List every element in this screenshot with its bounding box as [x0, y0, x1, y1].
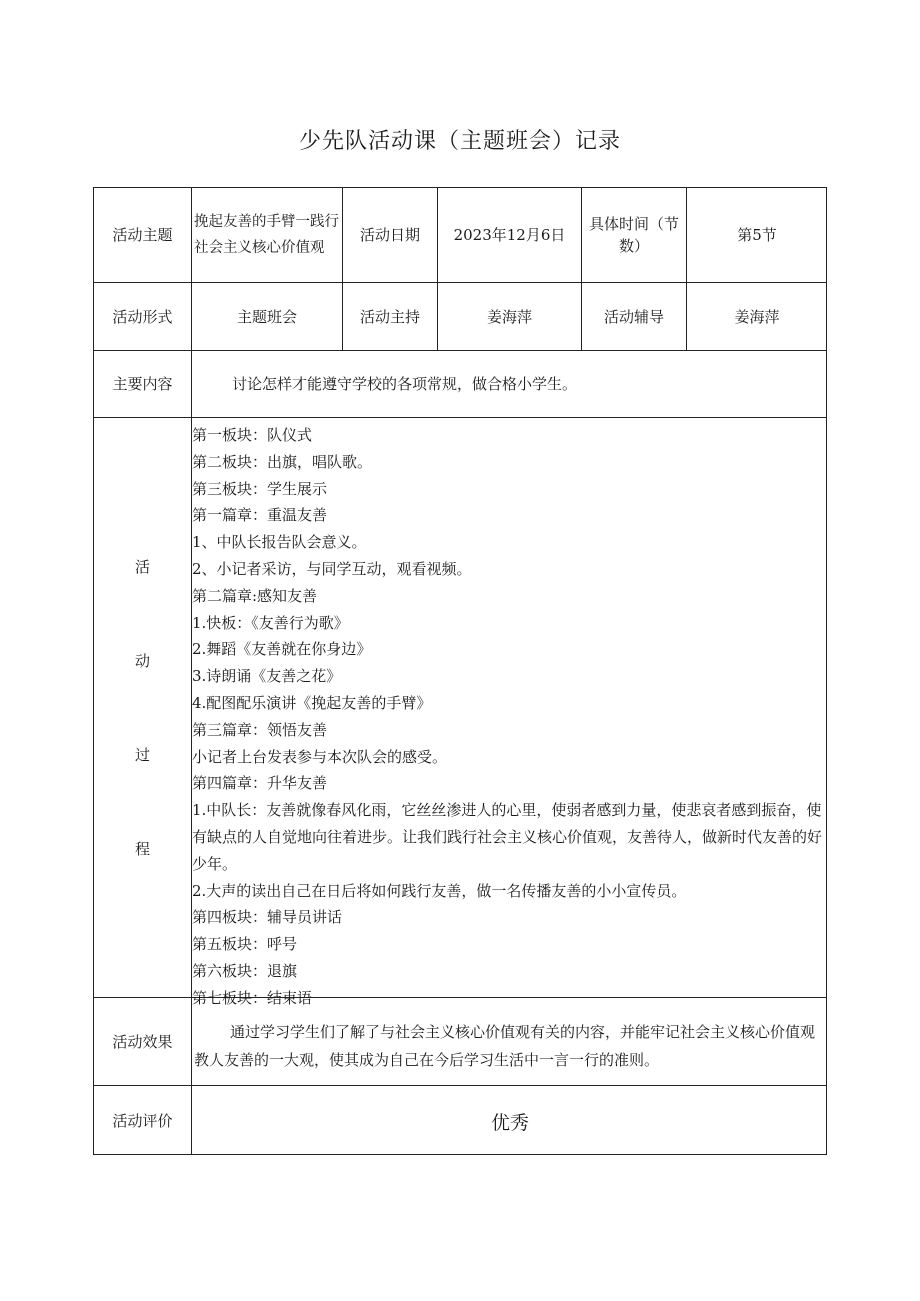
process-line: 第三篇章：领悟友善 — [192, 720, 328, 739]
process-line: 第六板块：退旗 — [192, 961, 298, 980]
assist-value: 姜海萍 — [734, 307, 780, 326]
process-line: 1.快板：《友善行为歌》 — [192, 613, 349, 632]
process-line: 2.大声的读出自己在日后将如何践行友善，做一名传播友善的小小宣传员。 — [192, 881, 687, 900]
process-line: 2.舞蹈《友善就在你身边》 — [192, 640, 372, 659]
evaluation-label: 活动评价 — [112, 1112, 173, 1130]
content-value: 讨论怎样才能遵守学校的各项常规，做合格小学生。 — [232, 375, 578, 393]
process-line: 第二篇章:感知友善 — [192, 586, 318, 605]
process-line: 2、小记者采访，与同学互动，观看视频。 — [192, 559, 472, 578]
process-paragraph: 1.中队长：友善就像春风化雨，它丝丝渗进人的心里，使弱者感到力量，使悲哀者感到振奋，使有缺点的人自觉地向往着进步。让我们践行社会主义核心价值观，友善待人，做新时代友善的好少年。 — [192, 801, 823, 873]
process-label-char: 过 — [134, 746, 150, 764]
process-line: 小记者上台发表参与本次队会的感受。 — [192, 747, 448, 766]
effect-value: 通过学习学生们了解了与社会主义核心价值观有关的内容，并能牢记社会主义核心价值观教人友善的一大观，使其成为自己在今后学习生活中一言一行的准则。 — [194, 1023, 816, 1069]
theme-value: 挽起友善的手臂一践行社会主义核心价值观 — [194, 214, 339, 256]
record-table — [93, 187, 827, 1155]
process-label-char: 程 — [134, 840, 150, 858]
process-content — [192, 422, 828, 1007]
assist-label: 活动辅导 — [603, 307, 664, 326]
theme-label: 活动主题 — [112, 226, 173, 244]
process-line: 第四篇章：升华友善 — [192, 774, 328, 793]
process-label-char: 活 — [134, 558, 150, 576]
process-label-char: 动 — [134, 652, 150, 670]
content-label: 主要内容 — [112, 375, 173, 393]
time-label: 具体时间（节数） — [588, 215, 679, 255]
page-title: 少先队活动课（主题班会）记录 — [298, 129, 621, 154]
process-line: 3.诗朗诵《友善之花》 — [192, 667, 342, 686]
time-value: 第5节 — [737, 226, 777, 244]
evaluation-value: 优秀 — [490, 1111, 529, 1134]
date-value: 2023年12月6日 — [453, 226, 566, 244]
row-divider — [94, 417, 826, 418]
effect-label: 活动效果 — [112, 1032, 173, 1051]
process-line: 第四板块：辅导员讲话 — [192, 908, 343, 927]
host-label: 活动主持 — [359, 307, 420, 326]
process-line: 第一板块：队仪式 — [192, 426, 313, 444]
process-line: 第五板块：呼号 — [192, 935, 298, 954]
process-line: 第七板块：结束语 — [192, 988, 313, 1007]
process-line: 第二板块：出旗，唱队歌。 — [192, 452, 373, 471]
process-line: 1、中队长报告队会意义。 — [192, 533, 367, 552]
form-label: 活动形式 — [112, 307, 173, 326]
process-line: 第三板块：学生展示 — [192, 479, 328, 498]
date-label: 活动日期 — [359, 226, 420, 244]
process-line: 4.配图配乐演讲《挽起友善的手臂》 — [192, 693, 432, 712]
host-value: 姜海萍 — [486, 307, 532, 326]
form-value: 主题班会 — [236, 307, 297, 326]
process-line: 第一篇章：重温友善 — [192, 506, 328, 525]
